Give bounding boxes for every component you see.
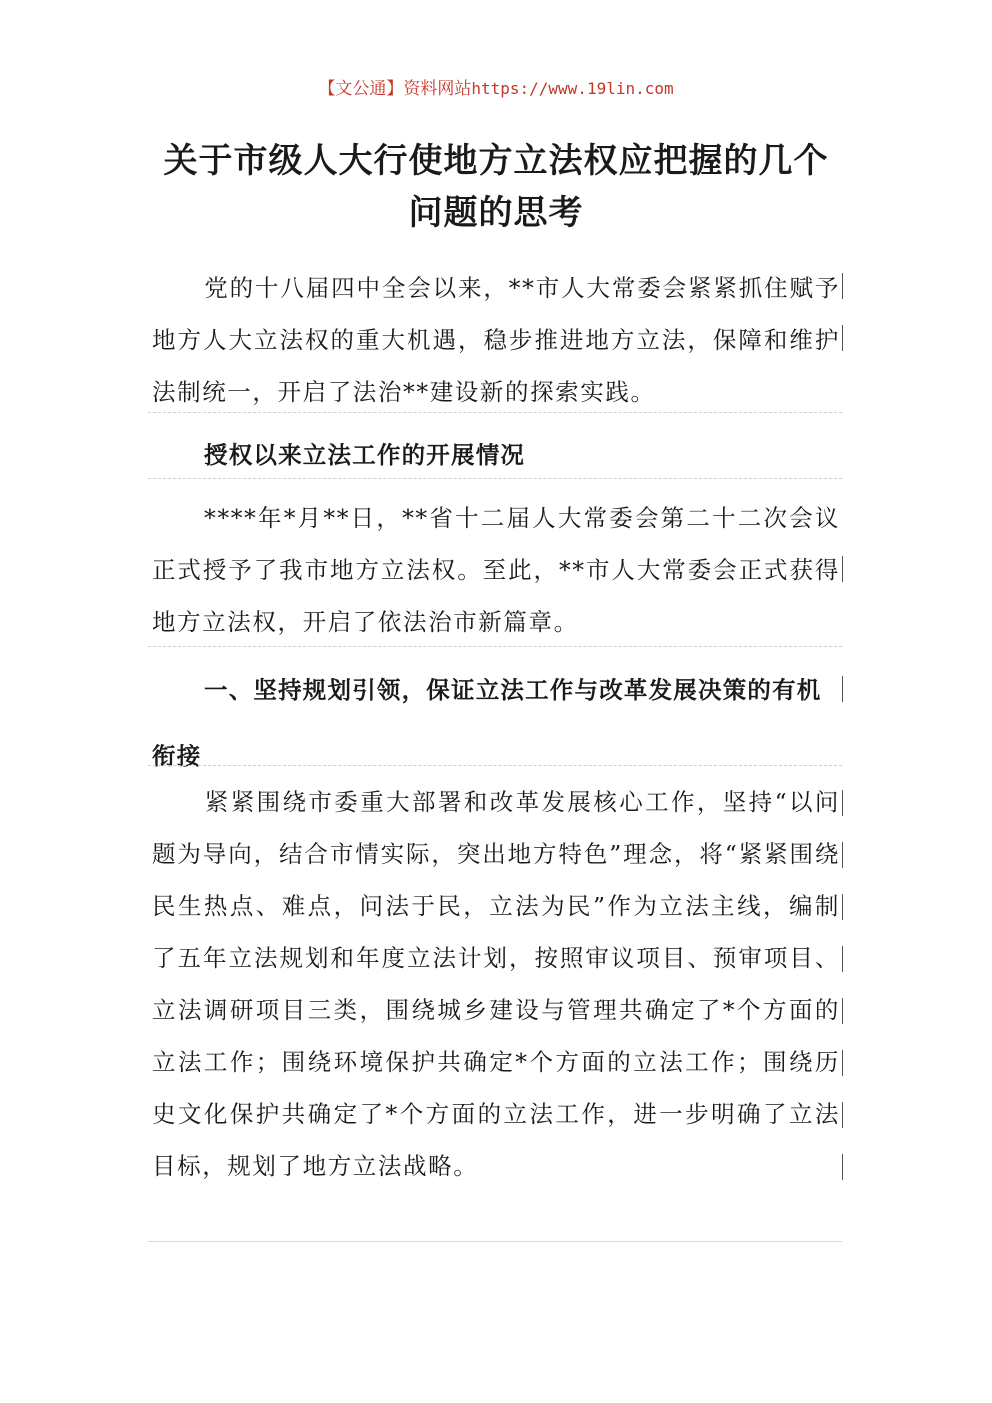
margin-mark xyxy=(842,1102,843,1128)
margin-mark xyxy=(842,556,843,582)
paragraph-divider xyxy=(148,478,842,479)
margin-mark xyxy=(842,790,843,816)
authorization-paragraph xyxy=(152,492,840,648)
intro-paragraph-text: 党的十八届四中全会以来，**市人大常委会紧紧抓住赋予地方人大立法权的重大机遇，稳步推进地方立法，保障和维护法制统一，开启了法治**建设新的探索实践。 xyxy=(152,274,840,406)
margin-mark xyxy=(842,1154,843,1180)
site-header xyxy=(0,74,992,99)
margin-mark xyxy=(842,998,843,1024)
point-one-heading-text: 一、坚持规划引领，保证立法工作与改革发展决策的有机衔接 xyxy=(152,676,822,770)
site-header-prefix: 【文公通】资料网站 xyxy=(318,79,472,99)
margin-mark xyxy=(842,946,843,972)
margin-mark xyxy=(842,894,843,920)
planning-paragraph-text: 紧紧围绕市委重大部署和改革发展核心工作，坚持“以问题为导向，结合市情实际，突出地方特色”理念，将“紧紧围绕民生热点、难点，问法于民，立法为民”作为立法主线，编制了五年立法规划和年度立法计划，按照审议项目、预审项目、立法调研项目三类，围绕城乡建设与管理共确定了*个方面的立法工作；围绕环境保护共确定*个方面的立法工作；围绕历史文化保护共确定了*个方面的立法工作，进一步明确了立法目标，规划了地方立法战略。 xyxy=(152,788,840,1180)
authorization-paragraph-text: ****年*月**日，**省十二届人大常委会第二十二次会议正式授予了我市地方立法权。至此，**市人大常委会正式获得地方立法权，开启了依法治市新篇章。 xyxy=(152,504,840,636)
section-heading-text: 授权以来立法工作的开展情况 xyxy=(204,441,526,469)
paragraph-divider xyxy=(148,412,842,413)
document-title: 关于市级人大行使地方立法权应把握的几个问题的思考 xyxy=(163,141,829,233)
margin-mark xyxy=(842,676,843,702)
intro-paragraph xyxy=(152,262,840,418)
paragraph-divider xyxy=(148,646,842,647)
site-url-link[interactable]: https://www.19lin.com xyxy=(471,79,674,98)
planning-paragraph xyxy=(152,776,840,1192)
paragraph-divider xyxy=(148,1241,842,1242)
margin-mark xyxy=(842,325,843,351)
margin-mark xyxy=(842,273,843,299)
margin-mark xyxy=(842,1050,843,1076)
margin-mark xyxy=(842,842,843,868)
point-one-heading xyxy=(152,657,842,789)
paragraph-divider xyxy=(148,765,842,766)
